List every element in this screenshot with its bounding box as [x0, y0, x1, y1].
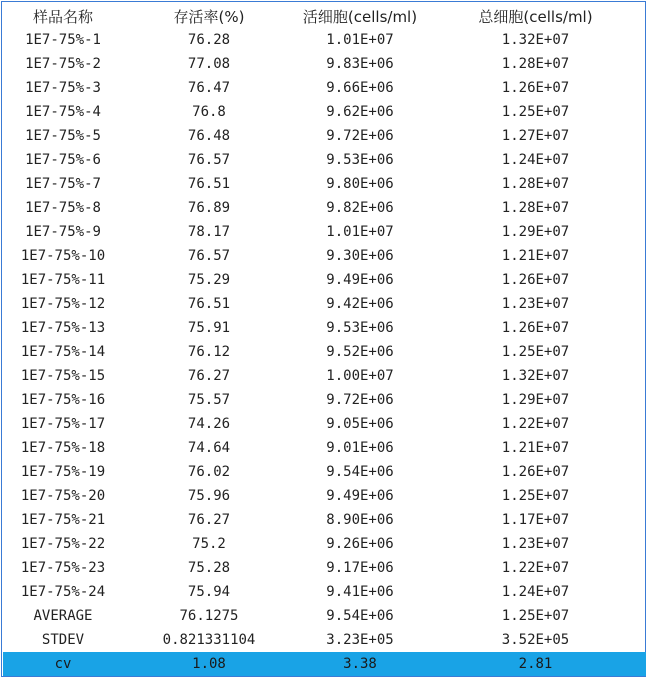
- live-cells-cell: 9.49E+06: [326, 488, 394, 504]
- live-cells-cell: 3.38: [295, 652, 425, 676]
- table-row: [3, 316, 646, 340]
- live-cells-cell: 9.62E+06: [326, 104, 394, 120]
- sample-name-cell: 1E7-75%-8: [25, 200, 101, 216]
- viability-cell: 75.96: [187, 488, 231, 504]
- sample-name-cell: 1E7-75%-7: [25, 176, 101, 192]
- live-cells-cell: 9.01E+06: [326, 440, 394, 456]
- viability-cell: 76.28: [187, 32, 231, 48]
- sample-name-cell: 1E7-75%-15: [20, 368, 106, 384]
- sample-name-cell: 1E7-75%-16: [20, 392, 106, 408]
- total-cells-cell: 1.25E+07: [501, 488, 570, 504]
- live-cells-cell: 1.01E+07: [326, 224, 394, 240]
- sample-name-cell: 1E7-75%-18: [20, 440, 106, 456]
- header-total-cells: 总细胞(cells/ml): [478, 7, 593, 26]
- sample-name-cell: 1E7-75%-4: [25, 104, 101, 120]
- sample-name-cell: 1E7-75%-6: [25, 152, 101, 168]
- total-cells-cell: 1.23E+07: [501, 296, 570, 312]
- viability-cell: 76.48: [187, 128, 231, 144]
- table-row: [3, 484, 646, 508]
- sample-name-cell: 1E7-75%-19: [20, 464, 106, 480]
- viability-cell: 75.29: [187, 272, 231, 288]
- viability-cell: 75.2: [192, 536, 226, 552]
- live-cells-cell: 9.17E+06: [326, 560, 394, 576]
- total-cells-cell: 2.81: [425, 652, 646, 676]
- live-cells-cell: 9.49E+06: [326, 272, 394, 288]
- sample-name-cell: 1E7-75%-2: [25, 56, 101, 72]
- sample-name-cell: 1E7-75%-14: [20, 344, 106, 360]
- sample-name-cell: 1E7-75%-1: [25, 32, 101, 48]
- live-cells-cell: 9.53E+06: [326, 320, 394, 336]
- table-row: [3, 556, 646, 580]
- viability-cell: 78.17: [187, 224, 231, 240]
- total-cells-cell: 1.17E+07: [501, 512, 570, 528]
- table-row: [3, 436, 646, 460]
- table-row: [3, 580, 646, 604]
- total-cells-cell: 1.23E+07: [501, 536, 570, 552]
- total-cells-cell: 1.24E+07: [501, 152, 570, 168]
- live-cells-cell: 9.82E+06: [326, 200, 394, 216]
- total-cells-cell: 1.21E+07: [501, 440, 570, 456]
- total-cells-cell: 3.52E+05: [501, 632, 570, 648]
- table-row: [3, 268, 646, 292]
- viability-cell: 75.94: [187, 584, 231, 600]
- table-row: [3, 220, 646, 244]
- viability-cell: 76.51: [187, 296, 231, 312]
- viability-cell: 75.57: [187, 392, 231, 408]
- total-cells-cell: 1.28E+07: [501, 176, 570, 192]
- table-row: [3, 28, 646, 52]
- sample-name-cell: 1E7-75%-24: [20, 584, 106, 600]
- sample-name-cell: cv: [3, 652, 123, 676]
- sample-name-cell: 1E7-75%-22: [20, 536, 106, 552]
- header-sample-name: 样品名称: [32, 7, 93, 26]
- live-cells-cell: 9.83E+06: [326, 56, 394, 72]
- viability-cell: 76.57: [187, 152, 231, 168]
- live-cells-cell: 9.26E+06: [326, 536, 394, 552]
- viability-cell: 76.1275: [179, 608, 239, 624]
- viability-cell: 76.51: [187, 176, 231, 192]
- viability-cell: 0.821331104: [162, 632, 256, 648]
- viability-cell: 76.27: [187, 512, 231, 528]
- table-row: [3, 196, 646, 220]
- sample-name-cell: 1E7-75%-9: [25, 224, 101, 240]
- live-cells-cell: 9.54E+06: [326, 608, 394, 624]
- sample-name-cell: AVERAGE: [33, 608, 93, 624]
- sample-name-cell: 1E7-75%-12: [20, 296, 106, 312]
- header-viability: 存活率(%): [173, 7, 245, 26]
- viability-cell: 76.8: [192, 104, 226, 120]
- total-cells-cell: 1.26E+07: [501, 80, 570, 96]
- viability-cell: 76.02: [187, 464, 231, 480]
- live-cells-cell: 1.01E+07: [326, 32, 394, 48]
- table-row: [3, 172, 646, 196]
- sample-name-cell: 1E7-75%-21: [20, 512, 106, 528]
- total-cells-cell: 1.26E+07: [501, 464, 570, 480]
- live-cells-cell: 9.52E+06: [326, 344, 394, 360]
- total-cells-cell: 1.27E+07: [501, 128, 570, 144]
- total-cells-cell: 1.32E+07: [501, 368, 570, 384]
- sample-name-cell: 1E7-75%-10: [20, 248, 106, 264]
- sample-name-cell: 1E7-75%-23: [20, 560, 106, 576]
- table-row: [3, 412, 646, 436]
- total-cells-cell: 1.26E+07: [501, 272, 570, 288]
- table-row: [3, 148, 646, 172]
- live-cells-cell: 9.42E+06: [326, 296, 394, 312]
- viability-cell: 75.91: [187, 320, 231, 336]
- total-cells-cell: 1.29E+07: [501, 224, 570, 240]
- sample-name-cell: 1E7-75%-20: [20, 488, 106, 504]
- table-row: [3, 244, 646, 268]
- table-row: [3, 76, 646, 100]
- table-row: [3, 460, 646, 484]
- table-row: [3, 604, 646, 628]
- live-cells-cell: 9.05E+06: [326, 416, 394, 432]
- table-frame: [1, 1, 646, 677]
- live-cells-cell: 9.72E+06: [326, 128, 394, 144]
- table-row: [3, 508, 646, 532]
- viability-cell: 75.28: [187, 560, 231, 576]
- total-cells-cell: 1.22E+07: [501, 416, 570, 432]
- viability-cell: 76.89: [187, 200, 231, 216]
- live-cells-cell: 9.66E+06: [326, 80, 394, 96]
- sample-name-cell: 1E7-75%-11: [20, 272, 106, 288]
- table-row: [3, 364, 646, 388]
- table-row: [3, 532, 646, 556]
- live-cells-cell: 9.41E+06: [326, 584, 394, 600]
- table-row: [3, 292, 646, 316]
- total-cells-cell: 1.22E+07: [501, 560, 570, 576]
- viability-cell: 1.08: [123, 652, 295, 676]
- table-row: [3, 124, 646, 148]
- table-row: [3, 652, 646, 676]
- viability-cell: 76.57: [187, 248, 231, 264]
- sample-name-cell: 1E7-75%-17: [20, 416, 106, 432]
- table-body: [3, 28, 646, 676]
- live-cells-cell: 3.23E+05: [326, 632, 394, 648]
- live-cells-cell: 9.53E+06: [326, 152, 394, 168]
- table-row: [3, 100, 646, 124]
- viability-cell: 74.64: [187, 440, 231, 456]
- total-cells-cell: 1.21E+07: [501, 248, 570, 264]
- live-cells-cell: 1.00E+07: [326, 368, 394, 384]
- live-cells-cell: 9.54E+06: [326, 464, 394, 480]
- table-row: [3, 340, 646, 364]
- viability-cell: 76.27: [187, 368, 231, 384]
- total-cells-cell: 1.29E+07: [501, 392, 570, 408]
- total-cells-cell: 1.26E+07: [501, 320, 570, 336]
- viability-cell: 74.26: [187, 416, 231, 432]
- header-row: [3, 4, 646, 28]
- table-row: [3, 52, 646, 76]
- live-cells-cell: 9.80E+06: [326, 176, 394, 192]
- sample-name-cell: STDEV: [41, 632, 85, 648]
- viability-cell: 77.08: [187, 56, 231, 72]
- total-cells-cell: 1.24E+07: [501, 584, 570, 600]
- total-cells-cell: 1.25E+07: [501, 608, 570, 624]
- live-cells-cell: 9.30E+06: [326, 248, 394, 264]
- sample-name-cell: 1E7-75%-5: [25, 128, 101, 144]
- total-cells-cell: 1.25E+07: [501, 104, 570, 120]
- header-live-cells: 活细胞(cells/ml): [302, 7, 418, 26]
- total-cells-cell: 1.28E+07: [501, 56, 570, 72]
- live-cells-cell: 9.72E+06: [326, 392, 394, 408]
- table-row: [3, 388, 646, 412]
- total-cells-cell: 1.28E+07: [501, 200, 570, 216]
- viability-cell: 76.47: [187, 80, 231, 96]
- live-cells-cell: 8.90E+06: [326, 512, 394, 528]
- viability-cell: 76.12: [187, 344, 231, 360]
- cell-data-table: [3, 4, 646, 676]
- total-cells-cell: 1.32E+07: [501, 32, 570, 48]
- table-row: [3, 628, 646, 652]
- sample-name-cell: 1E7-75%-13: [20, 320, 106, 336]
- total-cells-cell: 1.25E+07: [501, 344, 570, 360]
- sample-name-cell: 1E7-75%-3: [25, 80, 101, 96]
